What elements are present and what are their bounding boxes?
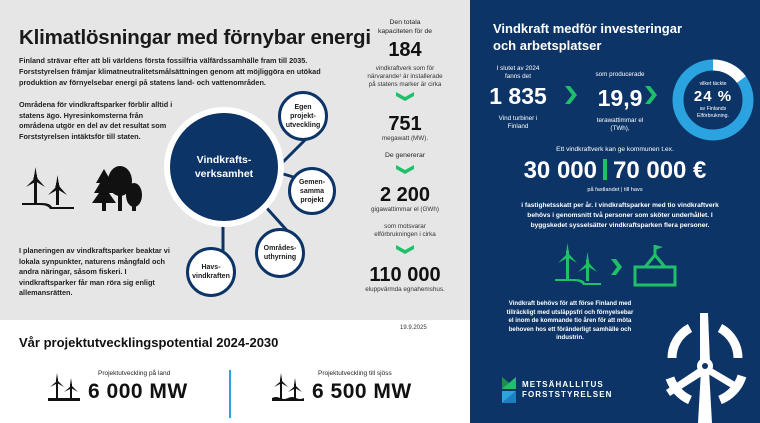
intro-text: Finland strävar efter att bli världens första fossilfria välfärdssamhälle fram till 2035. Forststyrelsen främjar klimatneutralitetsmålsättningen genom att möjliggöra en utökad produktion av förnyelsebar energi på statens land- och vattenområden.	[19, 56, 321, 87]
activity-diagram	[160, 85, 350, 285]
sea-mw: 6 500 MW	[312, 380, 412, 403]
potential-land: Projektutveckling på land 6 000 MW	[48, 370, 188, 403]
capacity-column: Den totala kapaciteten för de 184 vindkraftverk som för närvarande¹ är installerade på statens marker är cirka 751 megawatt (MW). De genererar 2 200 gigawattimmar el (GWh) som motsvarar elförbrukningen i cirka 110 000 eluppvärmda egnahemshus.	[345, 0, 465, 294]
need-text: Vindkraft behövs för att förse Finland med tillräckligt med utsläppsfri och förnyelsebar el inom de kommande tio åren för att möta behoven hos ett föränderligt samhälle och industrin.	[506, 300, 634, 342]
chevron-down-icon	[396, 245, 414, 254]
stat-twh: som producerade 19,9 terawattimmar el (TWh),	[595, 71, 645, 132]
wind-turbines-icon	[22, 165, 74, 209]
node-omradesuthyrning: Områdes- uthyrning	[255, 228, 305, 278]
gwh-value: 2 200	[379, 184, 431, 207]
green-turbines-icon	[555, 243, 601, 285]
tax-sub-label: på fastlandet | till havs	[587, 187, 643, 193]
kommun-label: Ett vindkraftverk kan ge kommunen t.ex.	[556, 146, 674, 153]
hub-vindkraftsverksamhet: Vindkrafts- verksamhet	[170, 113, 278, 221]
node-havsvindkraften: Havs- vindkraften	[186, 247, 236, 297]
divider	[229, 370, 231, 418]
metsahallitus-logo: METSÄHALLITUS FORSTSTYRELSEN	[502, 377, 613, 403]
logo-mark-icon	[502, 377, 516, 403]
node-gemensamma-projekt: Gemen- samma projekt	[288, 167, 336, 215]
potential-title: Vår projektutvecklingspotential 2024-2030	[19, 335, 279, 350]
chevron-down-icon	[396, 92, 414, 101]
potential-panel	[0, 320, 470, 423]
nature-icons	[22, 165, 144, 213]
stat-turbines: I slutet av 2024 fanns det 1 835 Vind turbiner i Finland	[489, 65, 547, 130]
chevron-right-icon	[611, 259, 622, 275]
land-mw: 6 000 MW	[88, 380, 188, 403]
wind-turbine-illustration-icon	[650, 308, 760, 423]
municipality-building-icon	[635, 245, 675, 285]
turbines-count: 184	[388, 39, 422, 61]
chevron-right-icon	[645, 86, 657, 104]
homes-value: 110 000	[369, 263, 441, 286]
green-divider	[603, 159, 607, 180]
node-egen-projektutveckling: Egen projekt- utveckling	[278, 91, 328, 141]
turbines-to-municipality-icons	[555, 243, 680, 288]
date-label: 19.9.2025	[400, 325, 427, 331]
investments-title: Vindkraft medför investeringar och arbetsplatser	[493, 21, 683, 53]
trees-icon	[92, 165, 144, 213]
areas-text: Områdena för vindkraftsparker förblir alltid i statens ägo. Hyresinkomsterna från områdena utgör en del av det resultat som Forststyrelsen intäktsför till staten.	[19, 100, 173, 141]
potential-sea: Projektutveckling till sjöss 6 500 MW	[272, 370, 412, 403]
tax-amounts: 30 000 70 000 €	[523, 157, 707, 184]
mw-value: 751	[388, 112, 422, 135]
wind-turbines-icon	[48, 373, 82, 403]
donut-label: vilket täckte 24 % av Finlands Elförbrukning.	[693, 80, 733, 119]
chevron-down-icon	[396, 165, 414, 174]
chevron-right-icon	[565, 86, 577, 104]
tax-text: i fastighetsskatt per år. I vindkraftsparker med tio vindkraftverk behövs i genomsnitt två personer som sköter underhållet. I byggskedet sysselsätter vindkraftsparken flera personer.	[521, 202, 719, 230]
page-title: Klimatlösningar med förnybar energi	[19, 26, 371, 49]
planning-text: I planeringen av vindkraftsparker beaktar vi lokala synpunkter, naturens mångfald och andra näringar, såsom fiskeri. I vindkraftsparker får man röra sig enligt allemansrätten.	[19, 246, 170, 297]
offshore-turbines-icon	[272, 373, 306, 403]
